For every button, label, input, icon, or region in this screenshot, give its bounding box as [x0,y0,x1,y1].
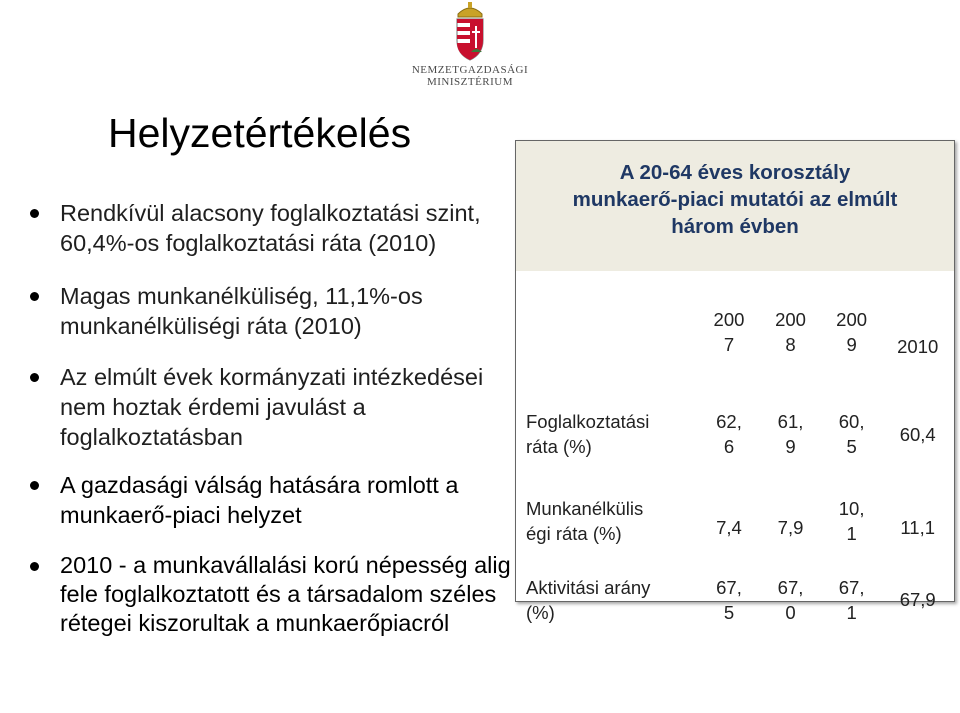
year-header-cell: 2010 [897,335,939,357]
table-corner-cell [516,271,699,393]
bullet-text: 2010 - a munkavállalási korú népesség alig fele foglalkoztatott és a társadalom széles rétegei kiszorultak a munkaerőpiacról [60,552,511,636]
bullet-text: Rendkívül alacsony foglalkoztatási szint, 60,4%-os foglalkoztatási ráta (2010) [60,200,481,256]
table-row [516,567,954,682]
table-title-line3: három évben [671,215,799,238]
bullet-text: A gazdasági válság hatására romlott a munkaerő-piaci helyzet [60,472,459,528]
slide-title: Helyzetértékelés [108,110,412,156]
value-cell: 67, 0 [777,577,804,623]
ministry-logo [405,0,535,100]
value-cell: 67, 5 [716,577,742,623]
indicator-table-box [515,140,955,623]
row-label-cell: Aktivitási arány (%) [526,577,651,623]
value-cell: 67, 1 [838,577,865,623]
table-row [516,475,954,567]
year-header-cell: 200 7 [713,309,745,355]
table-title-line1: A 20-64 éves korosztály [619,161,851,184]
value-cell: 67,9 [899,589,936,610]
table-header-row [516,271,954,393]
value-cell: 60,4 [899,423,936,445]
bullet-dot-icon [30,562,39,571]
value-cell: 7,9 [777,516,804,538]
table-title [516,141,954,271]
bullet-text: Az elmúlt évek kormányzati intézkedései nem hoztak érdemi javulást a foglalkoztatásban [60,364,484,450]
value-cell: 11,1 [900,516,936,538]
bullet-dot-icon [30,209,39,218]
logo-text-line1: NEMZETGAZDASÁGI [411,64,529,76]
value-cell: 60, 5 [838,411,865,457]
bullet-text: Magas munkanélküliség, 11,1%-os munkanélküliségi ráta (2010) [60,283,423,339]
year-header-cell: 200 9 [836,309,868,355]
value-cell: 61, 9 [777,411,804,457]
bullet-dot-icon [30,373,39,382]
bullet-item [30,362,520,452]
year-header-cell: 200 8 [775,309,806,355]
table-title-line2: munkaerő-piaci mutatói az elmúlt [572,188,898,211]
bullet-list [30,198,520,662]
value-cell: 10, 1 [838,498,865,544]
bullet-item [30,551,520,638]
coat-of-arms-icon [448,0,492,62]
bullet-item [30,470,520,530]
indicator-table [516,271,954,682]
row-label-cell: Munkanélkülis égi ráta (%) [526,498,644,544]
table-row [516,393,954,475]
bullet-dot-icon [30,481,39,490]
logo-text-line2: MINISZTÉRIUM [426,76,514,88]
bullet-item [30,281,520,341]
row-label-cell: Foglalkoztatási ráta (%) [526,411,650,457]
value-cell: 62, 6 [716,411,742,457]
value-cell: 7,4 [716,516,742,538]
bullet-dot-icon [30,292,39,301]
bullet-item [30,198,520,258]
